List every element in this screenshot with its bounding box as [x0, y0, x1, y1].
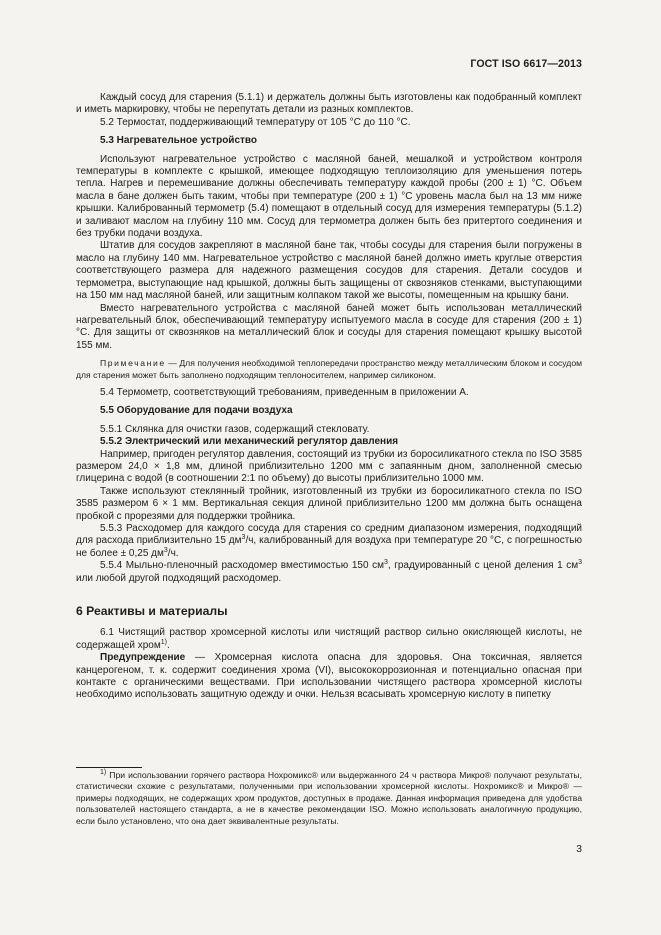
footnote-divider — [76, 767, 142, 768]
paragraph-flowmeter: 5.5.3 Расходомер для каждого сосуда для старения со средним диапазоном измерения, подходящий для расхода приблизительно 15 $дм^3/ч$, калиброванный для воздуха при температуре 20 °C, с погрешностью не более ± 0,25 $дм^3/ч$. — [76, 523, 582, 559]
footnote — [76, 770, 582, 827]
paragraph-pressure-regulator: Например, пригоден регулятор давления, состоящий из трубки из боросиликатного стекла по ISO 3585 размером 24,0 × 1,8 мм, длиной приблизительно 1200 мм с запаянным дном, заполненной смесью глицерина с водой (в соотношении 2:1 по объему) до высоты приблизительно 1000 мм. — [76, 448, 582, 485]
paragraph-soap-film-flowmeter: 5.5.4 Мыльно-пленочный расходомер вместимостью 150 $см^3$, градуированный с ценой деления 1 $см^3$ или любой другой подходящий расходомер. — [76, 559, 582, 584]
document-header: ГОСТ ISO 6617—2013 — [470, 58, 582, 70]
page-number: 3 — [576, 844, 582, 855]
note — [76, 358, 582, 381]
footnote-mark: 1) — [100, 769, 107, 776]
footnote-text: При использовании горячего раствора Нохромикс® или выдержанного 24 ч раствора Микро® получают результаты, статистически схожие с результатами, полученными при использовании хромсерной кислоты. Нохромикс® и Микро® — примеры подходящих, не содержащих хром продуктов, доступных в продаже. Данная информация приведена для удобства пользователей настоящего стандарта, а не в качестве рекомендации ISO. Можно использовать аналогичную продукцию, если было установлено, что она дает эквивалентные результаты. — [76, 770, 582, 826]
paragraph-gas-washer: 5.5.1 Склянка для очистки газов, содержащий стекловату. — [100, 423, 370, 435]
paragraph-heating-device: Используют нагревательное устройство с масляной баней, мешалкой и устройством контроля температуры в комплекте с крышкой, имеющее подходящую теплоизоляцию для уменьшения потерь тепла. Нагрев и перемешивание должны обеспечивать температуру каждой пробы (200 ± 1) °C. Объем масла в бане должен быть таким, чтобы при температуре (200 ± 1) °C уровень масла был на 13 мм ниже крышки. Калиброванный термометр (5.4) помещают в отдельный сосуд для измерения температуры (5.1.2) и заливают маслом на глубину 110 мм. Сосуд для термометра должен быть без притертого соединения и без трубки подачи воздуха. — [76, 153, 582, 240]
paragraph-vessel-set: Каждый сосуд для старения (5.1.1) и держатель должны быть изготовлены как подобранный комплект и иметь маркировку, чтобы не перепутать детали из разных комплектов. — [76, 92, 582, 116]
paragraph-thermometer: 5.4 Термометр, соответствующий требованиям, приведенным в приложении А. — [100, 386, 469, 398]
note-label: Примечание — [100, 358, 166, 369]
paragraph-thermostat: 5.2 Термостат, поддерживающий температуру от 105 °C до 110 °C. — [100, 116, 411, 128]
warning-label: Предупреждение — [100, 652, 186, 664]
note-text: — Для получения необходимой теплопередачи пространство между металлическим блоком и сосудом для старения может быть заполнено подходящим теплоносителем, например силиконом. — [76, 358, 583, 380]
paragraph-warning — [76, 652, 582, 702]
paragraph-vessel-rack: Штатив для сосудов закрепляют в масляной бане так, чтобы сосуды для старения были погружены в масло на глубину 140 мм. Нагревательное устройство с масляной баней должно иметь круглые отверстия соответствующего размера для надежного размещения сосудов для старения. Детали сосудов и термометра, выступающие над крышкой, должны быть защищены от сквозняков стенками, выступающими на 150 мм над масляной баней, или защитным колпаком такой же высоты, помещенным на крышку бани. — [76, 240, 582, 302]
section-heading-6: 6 Реактивы и материалы — [76, 604, 228, 619]
page-content — [76, 92, 582, 702]
section-heading-5-3: 5.3 Нагревательное устройство — [100, 135, 258, 147]
paragraph-glass-tee: Также используют стеклянный тройник, изготовленный из трубки из боросиликатного стекла по ISO 3585 размером 6 × 1 мм. Вертикальная секция длиной приблизительно 1200 мм должна быть оснащена пробкой с прорезями для поддержки тройника. — [76, 485, 582, 522]
paragraph-cleaning-solution: 6.1 Чистящий раствор хромсерной кислоты или чистящий раствор сильно окисляющей кислоты, не содержащей хром$^{1)}$. — [76, 627, 582, 651]
paragraph-metal-block: Вместо нагревательного устройства с масляной баней может быть использован металлический нагревательный блок, обеспечивающий температуру испытуемого масла в сосуде для старения (200 ± 1) °C. Для защиты от сквозняков на металлический блок и сосуды для старения помещают крышку высотой 155 мм. — [76, 302, 582, 351]
section-heading-5-5-2: 5.5.2 Электрический или механический регулятор давления — [100, 436, 399, 448]
section-heading-5-5: 5.5 Оборудование для подачи воздуха — [100, 405, 293, 417]
warning-text: — Хромсерная кислота опасна для здоровья. Она токсичная, является канцерогеном, т. к. содержит соединения хрома (VI), высококоррозионная и потенциально опасная при контакте с органическими веществами. При использовании чистящего раствора хромсерной кислоты необходимо использовать защитную одежду и очки. Нельзя всасывать хромсерную кислоту в пипетку — [76, 652, 582, 701]
